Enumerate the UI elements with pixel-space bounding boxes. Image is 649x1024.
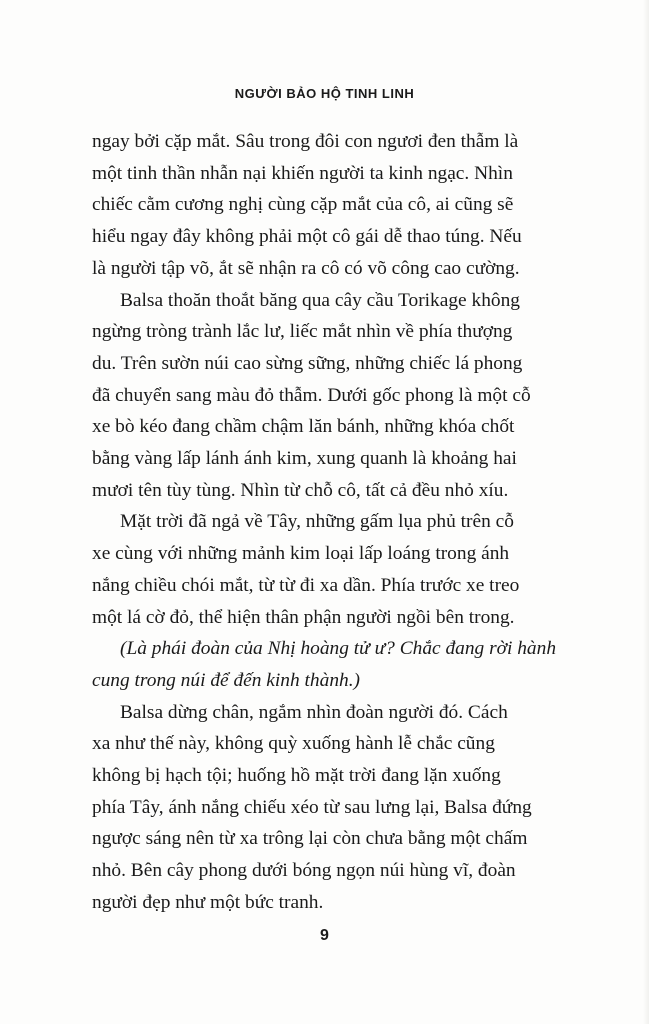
text-line: Balsa thoăn thoắt băng qua cây cầu Torikage không — [120, 289, 520, 311]
text-line: người đẹp như một bức tranh. — [92, 891, 324, 913]
paragraph-2 — [92, 285, 570, 507]
text-line: xe cùng với những mảnh kim loại lấp loáng trong ánh — [92, 543, 510, 565]
text-line: mươi tên tùy tùng. Nhìn từ chỗ cô, tất cả đều nhỏ xíu. — [92, 479, 509, 501]
text-line: nắng chiều chói mắt, từ từ đi xa dần. Phía trước xe treo — [92, 574, 520, 596]
text-line: một lá cờ đỏ, thể hiện thân phận người ngồi bên trong. — [92, 606, 515, 628]
text-line: Mặt trời đã ngả về Tây, những gấm lụa phủ trên cỗ — [120, 511, 514, 533]
text-line: chiếc cằm cương nghị cùng cặp mắt của cô, ai cũng sẽ — [92, 194, 514, 216]
paragraph-3 — [92, 506, 570, 633]
text-line: phía Tây, ánh nắng chiếu xéo từ sau lưng lại, Balsa đứng — [92, 796, 532, 818]
text-line: xa như thế này, không quỳ xuống hành lễ chắc cũng — [92, 733, 495, 755]
text-line: ngược sáng nên từ xa trông lại còn chưa bằng một chấm — [92, 828, 528, 850]
page-number: 9 — [320, 927, 329, 944]
text-line: là người tập võ, ắt sẽ nhận ra cô có võ công cao cường. — [92, 257, 520, 279]
paragraph-1 — [92, 126, 570, 285]
text-line: đã chuyển sang màu đỏ thẫm. Dưới gốc phong là một cỗ — [92, 384, 531, 406]
text-line: không bị hạch tội; huống hồ mặt trời đang lặn xuống — [92, 765, 501, 787]
body-text — [92, 126, 570, 919]
paragraph-5 — [92, 697, 570, 919]
text-line: (Là phái đoàn của Nhị hoàng tử ư? Chắc đang rời hành — [120, 638, 557, 660]
text-line: hiểu ngay đây không phải một cô gái dễ thao túng. Nếu — [92, 226, 522, 248]
text-line: ngay bởi cặp mắt. Sâu trong đôi con ngươi đen thẫm là — [92, 131, 519, 152]
text-line: du. Trên sườn núi cao sừng sững, những chiếc lá phong — [92, 352, 523, 374]
text-line: xe bò kéo đang chầm chậm lăn bánh, những khóa chốt — [92, 416, 515, 438]
text-line: ngừng tròng trành lắc lư, liếc mắt nhìn về phía thượng — [92, 321, 513, 343]
page-edge-shadow — [643, 0, 649, 1024]
text-line: bằng vàng lấp lánh ánh kim, xung quanh là khoảng hai — [92, 448, 517, 470]
running-header: NGƯỜI BẢO HỘ TINH LINH — [234, 86, 415, 101]
text-line: một tinh thần nhẫn nại khiến người ta kinh ngạc. Nhìn — [92, 162, 513, 184]
text-line: nhỏ. Bên cây phong dưới bóng ngọn núi hùng vĩ, đoàn — [92, 860, 516, 882]
paragraph-4-thought — [92, 633, 570, 696]
text-line: cung trong núi để đến kinh thành.) — [92, 669, 361, 691]
text-line: Balsa dừng chân, ngắm nhìn đoàn người đó. Cách — [120, 701, 508, 723]
